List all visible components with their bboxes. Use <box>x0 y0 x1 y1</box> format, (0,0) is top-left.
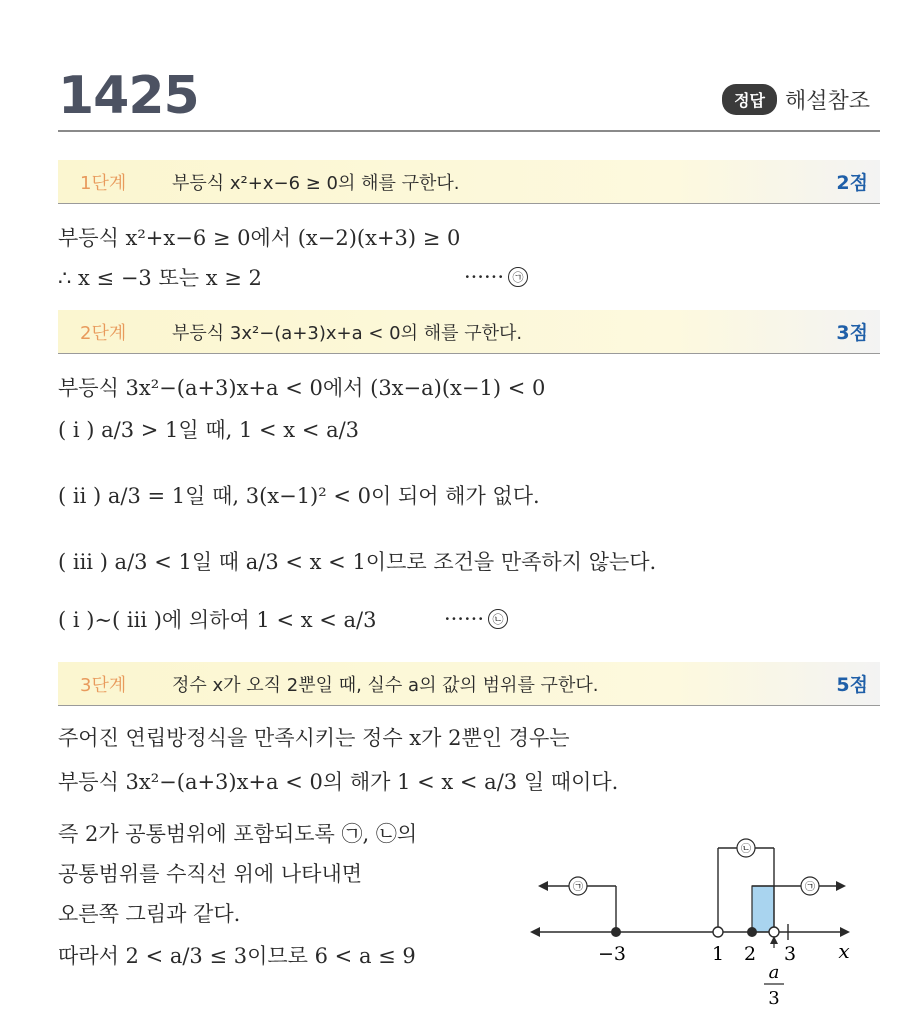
step-2-label: 2단계 <box>80 322 127 344</box>
frac-denominator: 3 <box>768 988 780 1009</box>
mark-mid-label: ㉡ <box>741 844 751 855</box>
tick-label-3: 3 <box>783 943 797 965</box>
tick-label-2: 2 <box>743 943 757 965</box>
step-3-score: 5점 <box>836 674 868 696</box>
step-2-case-3: ( iii ) a/3 < 1일 때 a/3 < x < 1이므로 조건을 만족하지 않는다. <box>58 550 657 574</box>
step-3-bar <box>58 662 880 706</box>
step-3-line-1: 주어진 연립방정식을 만족시키는 정수 x가 2뿐인 경우는 <box>58 726 570 750</box>
tick-label-1: 1 <box>711 943 725 965</box>
frac-numerator: a <box>768 962 780 983</box>
step-2-summary-text: ( i )∼( iii )에 의하여 1 < x < a/3 <box>58 608 377 632</box>
header-divider <box>58 130 880 132</box>
point-1 <box>713 927 723 937</box>
problem-number: 1425 <box>58 66 199 126</box>
step-2-case-2: ( ii ) a/3 = 1일 때, 3(x−1)² < 0이 되어 해가 없다. <box>58 484 540 508</box>
step-3-line-3: 즉 2가 공통범위에 포함되도록 ㉠, ㉡의 <box>58 822 418 846</box>
step-3-label: 3단계 <box>80 674 127 696</box>
point-a-over-3 <box>769 927 779 937</box>
answer-reference <box>722 84 870 115</box>
step-1-line-1: 부등식 x²+x−6 ≥ 0에서 (x−2)(x+3) ≥ 0 <box>58 226 461 250</box>
step-1-title: 부등식 x²+x−6 ≥ 0의 해를 구한다. <box>172 172 460 194</box>
step-3-title: 정수 x가 오직 2뿐일 때, 실수 a의 값의 범위를 구한다. <box>172 674 599 696</box>
step-1-conclusion: ∴ x ≤ −3 또는 x ≥ 2 <box>58 266 262 290</box>
step-3-line-6: 따라서 2 < a/3 ≤ 3이므로 6 < a ≤ 9 <box>58 944 416 968</box>
step-2-title: 부등식 3x²−(a+3)x+a < 0의 해를 구한다. <box>172 322 523 344</box>
step-2-case-1: ( i ) a/3 > 1일 때, 1 < x < a/3 <box>58 418 360 442</box>
step-1-score: 2점 <box>836 172 868 194</box>
axis-arrow-left <box>530 927 540 937</box>
step-2-line-1: 부등식 3x²−(a+3)x+a < 0에서 (3x−a)(x−1) < 0 <box>58 376 546 400</box>
mark-giyeok: ㉠ <box>508 267 528 287</box>
answer-text: 해설참조 <box>784 89 870 114</box>
axis-arrow-right <box>840 927 850 937</box>
step-3-line-5: 오른쪽 그림과 같다. <box>58 902 241 926</box>
step-2-score: 3점 <box>836 322 868 344</box>
axis-label-x: x <box>838 939 850 963</box>
mark-nieun: ㉡ <box>488 609 508 629</box>
number-line-diagram <box>520 820 860 1020</box>
step-1-bar <box>58 160 880 204</box>
step-1-line-2: ∴ x ≤ −3 또는 x ≥ 2 ······ ㉠ <box>58 262 528 292</box>
point-neg3 <box>611 927 621 937</box>
step-2-summary: ( i )∼( iii )에 의하여 1 < x < a/3 ······ ㉡ <box>58 604 508 634</box>
step-1-label: 1단계 <box>80 172 127 194</box>
shaded-range <box>752 886 774 932</box>
step-3-line-2: 부등식 3x²−(a+3)x+a < 0의 해가 1 < x < a/3 일 때이다. <box>58 770 619 794</box>
step-2-bar <box>58 310 880 354</box>
mark-right-label: ㉠ <box>805 882 815 893</box>
tick-label-neg3: −3 <box>597 943 627 965</box>
answer-badge: 정답 <box>722 84 777 115</box>
point-2 <box>747 927 757 937</box>
mark-left-label: ㉠ <box>573 882 583 893</box>
step-3-line-4: 공통범위를 수직선 위에 나타내면 <box>58 862 363 886</box>
